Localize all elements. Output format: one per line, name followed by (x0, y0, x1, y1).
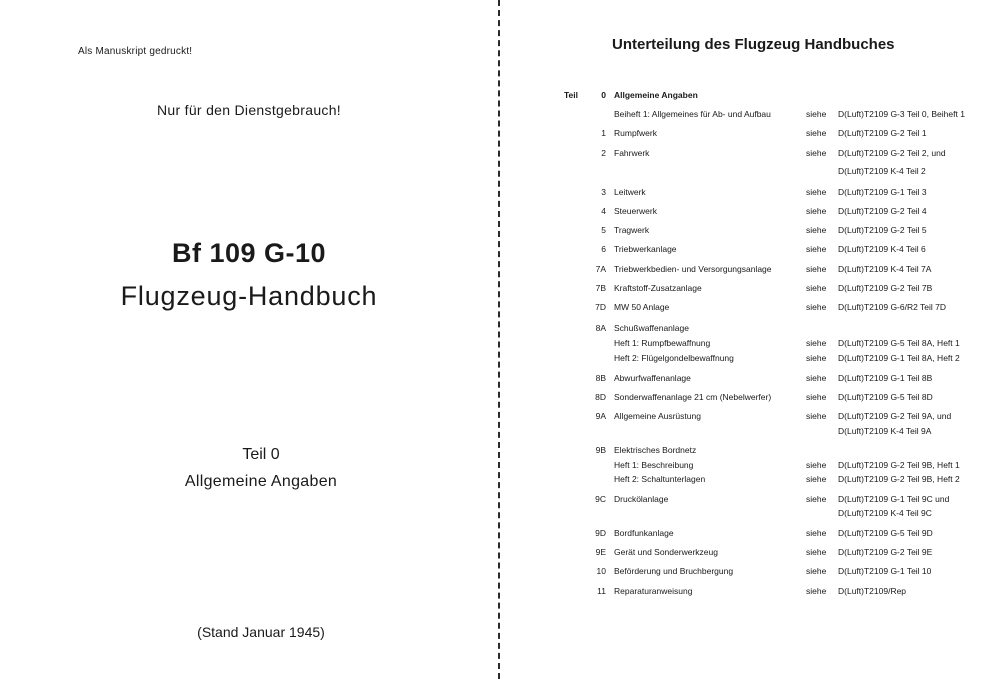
toc-row (0, 584, 1000, 598)
toc-reference: D(Luft)T2109 G-1 Teil 9C und (838, 494, 950, 504)
toc-row (0, 107, 1000, 121)
part-title: Allgemeine Angaben (184, 473, 338, 490)
toc-reference: D(Luft)T2109 G-2 Teil 7B (838, 283, 933, 293)
toc-reference: D(Luft)T2109 G-2 Teil 1 (838, 128, 927, 138)
toc-row (0, 126, 1000, 140)
toc-row (0, 492, 1000, 506)
toc-row (0, 390, 1000, 404)
toc-reference: D(Luft)T2109 G-5 Teil 8A, Heft 1 (838, 338, 960, 348)
manuskript-note: Als Manuskript gedruckt! (78, 46, 193, 57)
toc-siehe: siehe (806, 244, 827, 254)
toc-row (0, 564, 1000, 578)
toc-siehe: siehe (806, 148, 827, 158)
toc-section-title: Allgemeine Ausrüstung (614, 411, 701, 421)
toc-siehe: siehe (806, 411, 827, 421)
toc-siehe: siehe (806, 460, 827, 470)
toc-row (0, 204, 1000, 218)
toc-siehe: siehe (806, 373, 827, 383)
toc-row (0, 506, 1000, 520)
toc-siehe: siehe (806, 566, 827, 576)
toc-row (0, 185, 1000, 199)
toc-reference: D(Luft)T2109 G-1 Teil 8A, Heft 2 (838, 353, 960, 363)
toc-siehe: siehe (806, 338, 827, 348)
toc-reference: D(Luft)T2109 G-5 Teil 9D (838, 528, 933, 538)
toc-section-title: Beiheft 1: Allgemeines für Ab- und Aufbau (614, 109, 771, 119)
toc-reference: D(Luft)T2109 G-1 Teil 8B (838, 373, 933, 383)
toc-section-title: Fahrwerk (614, 148, 650, 158)
toc-section-title: Schußwaffenanlage (614, 323, 689, 333)
toc-section-title: Sonderwaffenanlage 21 cm (Nebelwerfer) (614, 392, 772, 402)
toc-siehe: siehe (806, 128, 827, 138)
toc-section-number: 4 (601, 206, 606, 216)
toc-section-title: Abwurfwaffenanlage (614, 373, 691, 383)
toc-section-number: 10 (596, 566, 606, 576)
toc-siehe: siehe (806, 283, 827, 293)
toc-reference: D(Luft)T2109 G-1 Teil 10 (838, 566, 932, 576)
toc-section-number: 8D (595, 392, 606, 402)
aircraft-model-title: Bf 109 G-10 (171, 238, 327, 268)
toc-siehe: siehe (806, 528, 827, 538)
toc-siehe: siehe (806, 494, 827, 504)
toc-section-title: Elektrisches Bordnetz (614, 445, 697, 455)
toc-section-title: Steuerwerk (614, 206, 657, 216)
toc-reference: D(Luft)T2109 G-3 Teil 0, Beiheft 1 (838, 109, 965, 119)
toc-section-title: Bordfunkanlage (614, 528, 674, 538)
toc-reference: D(Luft)T2109 G-2 Teil 9B, Heft 1 (838, 460, 960, 470)
toc-siehe: siehe (806, 586, 827, 596)
toc-reference: D(Luft)T2109/Rep (838, 586, 907, 596)
toc-section-number: 3 (601, 187, 606, 197)
toc-siehe: siehe (806, 302, 827, 312)
toc-section-number: 6 (601, 244, 606, 254)
toc-siehe: siehe (806, 187, 827, 197)
toc-section-number: 0 (601, 90, 606, 100)
toc-section-title: Triebwerkbedien- und Versorgungsanlage (614, 264, 772, 274)
toc-reference: D(Luft)T2109 G-2 Teil 9B, Heft 2 (838, 474, 960, 484)
toc-section-title: Triebwerkanlage (614, 244, 677, 254)
toc-section-title: Leitwerk (614, 187, 646, 197)
toc-reference: D(Luft)T2109 K-4 Teil 9C (838, 508, 932, 518)
toc-row (0, 281, 1000, 295)
toc-section-title: Heft 2: Schaltunterlagen (614, 474, 706, 484)
toc-row (0, 223, 1000, 237)
toc-section-title: Tragwerk (614, 225, 650, 235)
toc-section-number: 5 (601, 225, 606, 235)
toc-row (0, 409, 1000, 423)
toc-section-title: MW 50 Anlage (614, 302, 670, 312)
toc-teil-label: Teil (564, 90, 579, 100)
toc-reference: D(Luft)T2109 G-2 Teil 5 (838, 225, 927, 235)
contents-title: Unterteilung des Flugzeug Handbuches (612, 36, 895, 53)
toc-reference: D(Luft)T2109 G-2 Teil 4 (838, 206, 927, 216)
toc-row (0, 351, 1000, 365)
part-number: Teil 0 (242, 446, 280, 463)
toc-section-number: 9C (595, 494, 606, 504)
toc-section-title: Allgemeine Angaben (614, 90, 698, 100)
toc-row (0, 242, 1000, 256)
toc-siehe: siehe (806, 353, 827, 363)
toc-section-number: 8A (595, 323, 606, 333)
toc-siehe: siehe (806, 206, 827, 216)
toc-section-number: 1 (601, 128, 606, 138)
toc-reference: D(Luft)T2109 G-5 Teil 8D (838, 392, 933, 402)
toc-siehe: siehe (806, 264, 827, 274)
toc-row (0, 164, 1000, 178)
toc-row (0, 545, 1000, 559)
toc-siehe: siehe (806, 392, 827, 402)
toc-section-number: 9A (595, 411, 606, 421)
toc-reference: D(Luft)T2109 K-4 Teil 2 (838, 166, 926, 176)
toc-section-number: 2 (601, 148, 606, 158)
toc-section-title: Beförderung und Bruchbergung (614, 566, 734, 576)
toc-section-number: 7D (595, 302, 606, 312)
toc-siehe: siehe (806, 547, 827, 557)
toc-section-number: 9E (595, 547, 606, 557)
toc-row (0, 371, 1000, 385)
toc-section-title: Reparaturanweisung (614, 586, 693, 596)
toc-reference: D(Luft)T2109 K-4 Teil 9A (838, 426, 932, 436)
toc-reference: D(Luft)T2109 G-2 Teil 9A, und (838, 411, 952, 421)
toc-section-title: Rumpfwerk (614, 128, 657, 138)
toc-row (0, 526, 1000, 540)
toc-section-title: Druckölanlage (614, 494, 669, 504)
toc-section-number: 11 (597, 586, 606, 596)
toc-reference: D(Luft)T2109 G-2 Teil 9E (838, 547, 933, 557)
toc-siehe: siehe (806, 225, 827, 235)
toc-section-title: Heft 1: Beschreibung (614, 460, 694, 470)
toc-row (0, 336, 1000, 350)
toc-siehe: siehe (806, 109, 827, 119)
toc-section-title: Kraftstoff-Zusatzanlage (614, 283, 702, 293)
toc-section-number: 9B (595, 445, 606, 455)
toc-row (0, 443, 1000, 457)
toc-reference: D(Luft)T2109 K-4 Teil 6 (838, 244, 926, 254)
toc-row (0, 262, 1000, 276)
toc-section-number: 8B (595, 373, 606, 383)
toc-reference: D(Luft)T2109 G-6/R2 Teil 7D (838, 302, 947, 312)
edition-date: (Stand Januar 1945) (197, 624, 325, 640)
toc-section-number: 7B (595, 283, 606, 293)
dienstgebrauch-note: Nur für den Dienstgebrauch! (157, 102, 341, 118)
toc-section-number: 7A (595, 264, 606, 274)
toc-siehe: siehe (806, 474, 827, 484)
handbook-title: Flugzeug-Handbuch (120, 281, 378, 311)
toc-section-number: 9D (595, 528, 606, 538)
toc-section-title: Heft 1: Rumpfbewaffnung (614, 338, 711, 348)
toc-section-title: Heft 2: Flügelgondelbewaffnung (614, 353, 734, 363)
toc-row (0, 300, 1000, 314)
toc-row (0, 472, 1000, 486)
toc-row (0, 321, 1000, 335)
toc-row (0, 88, 1000, 102)
toc-reference: D(Luft)T2109 K-4 Teil 7A (838, 264, 932, 274)
toc-row (0, 146, 1000, 160)
toc-section-title: Gerät und Sonderwerkzeug (614, 547, 718, 557)
toc-row (0, 424, 1000, 438)
toc-reference: D(Luft)T2109 G-1 Teil 3 (838, 187, 927, 197)
toc-row (0, 458, 1000, 472)
toc-reference: D(Luft)T2109 G-2 Teil 2, und (838, 148, 946, 158)
